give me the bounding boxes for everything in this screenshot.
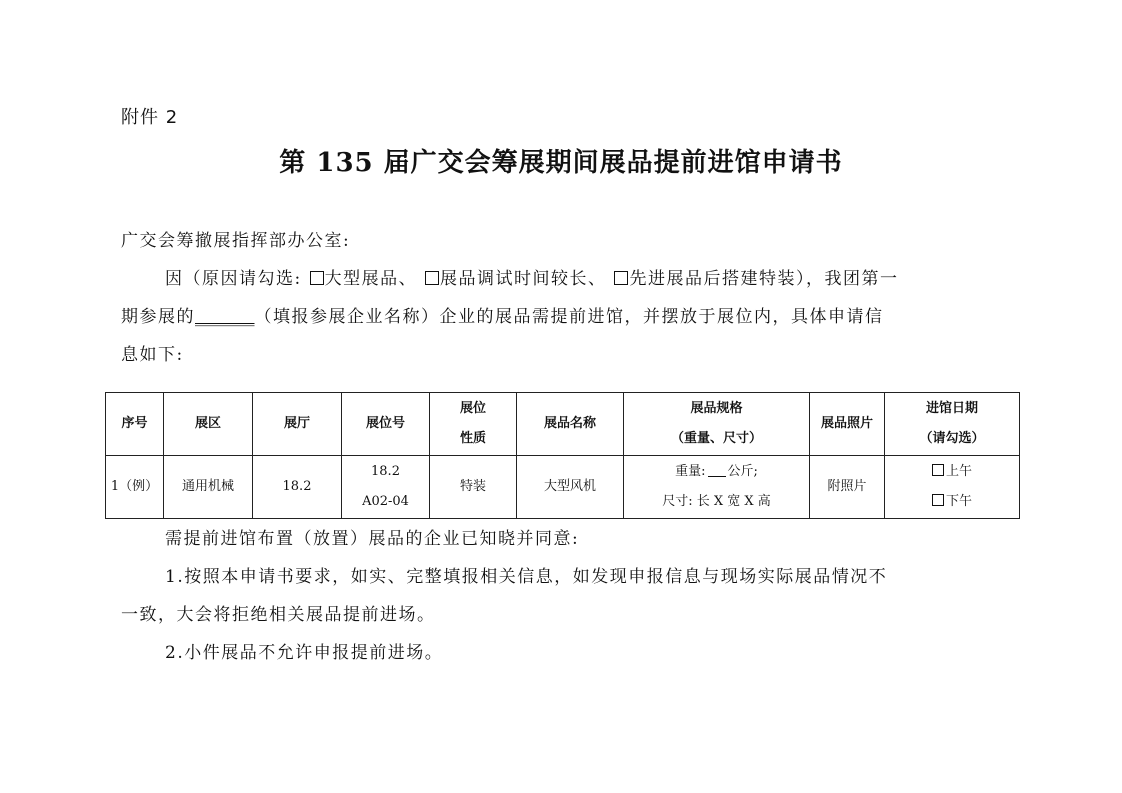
reason-checkbox-large[interactable] [310,271,324,285]
reason-prefix: 因（原因请勾选: [165,269,302,289]
label-pm: 下午 [945,494,972,509]
label-am: 上午 [945,464,972,479]
header-booth-type-line1: 展位 [459,401,486,416]
header-booth-type [430,393,517,456]
header-spec-line2: （重量、尺寸） [670,431,762,446]
cell-booth-line1: 18.2 [371,464,400,479]
notes-section [121,520,1001,672]
header-seq: 序号 [106,393,164,456]
reason-label-large: 大型展品、 [324,269,418,289]
header-date [885,393,1020,456]
cell-spec [624,456,810,519]
header-hall: 展厅 [253,393,342,456]
cell-photo: 附照片 [810,456,885,519]
reason-line [121,260,1001,298]
reason-suffix: ），我团第一 [795,269,899,289]
date-option-am [885,457,1019,487]
weight-blank[interactable] [708,464,726,477]
company-name-blank[interactable]: _______ [195,307,255,327]
cell-hall: 18.2 [253,456,342,519]
reason-label-debug: 展品调试时间较长、 [440,269,607,289]
document-title: 第 135 届广交会筹展期间展品提前进馆申请书 [279,148,843,178]
reason-checkbox-advanced[interactable] [614,271,628,285]
table-header-row [106,393,1020,456]
cell-date [885,456,1020,519]
header-name: 展品名称 [517,393,624,456]
header-booth-type-line2: 性质 [459,431,486,446]
date-option-pm [885,487,1019,517]
attachment-label: 附件 2 [121,107,179,128]
checkbox-pm[interactable] [932,494,944,506]
application-table [105,392,1020,519]
note-item-1-line1: 1.按照本申请书要求，如实、完整填报相关信息，如发现申报信息与现场实际展品情况不 [165,567,888,587]
company-prefix: 期参展的 [121,307,195,327]
cell-name: 大型风机 [517,456,624,519]
header-booth: 展位号 [342,393,430,456]
header-date-line2: （请勾选） [919,431,985,446]
note-item-1-line2: 一致，大会将拒绝相关展品提前进场。 [121,605,436,625]
company-suffix: （填报参展企业名称）企业的展品需提前进馆，并摆放于展位内，具体申请信 [254,307,884,327]
cell-booth-line2: A02-04 [362,494,409,509]
letter-body [121,222,1001,374]
header-spec [624,393,810,456]
header-zone: 展区 [164,393,253,456]
salutation: 广交会筹撤展指挥部办公室: [121,231,351,251]
table-row [106,456,1020,519]
weight-prefix: 重量: [675,464,706,479]
cell-booth-type: 特装 [430,456,517,519]
reason-label-advanced: 先进展品后搭建特装 [629,269,796,289]
cell-size: 尺寸: 长 X 宽 X 高 [662,494,771,509]
reason-checkbox-debug[interactable] [425,271,439,285]
header-photo: 展品照片 [810,393,885,456]
company-line [121,298,1001,336]
checkbox-am[interactable] [932,464,944,476]
notes-intro: 需提前进馆布置（放置）展品的企业已知晓并同意: [165,529,580,549]
info-line: 息如下: [121,345,184,365]
header-date-line1: 进馆日期 [925,401,978,416]
cell-seq: 1（例） [106,456,164,519]
cell-zone: 通用机械 [164,456,253,519]
cell-booth [342,456,430,519]
note-item-2: 2.小件展品不允许申报提前进场。 [165,643,444,663]
cell-weight [624,457,809,487]
header-spec-line1: 展品规格 [690,401,743,416]
weight-suffix: 公斤; [727,464,758,479]
